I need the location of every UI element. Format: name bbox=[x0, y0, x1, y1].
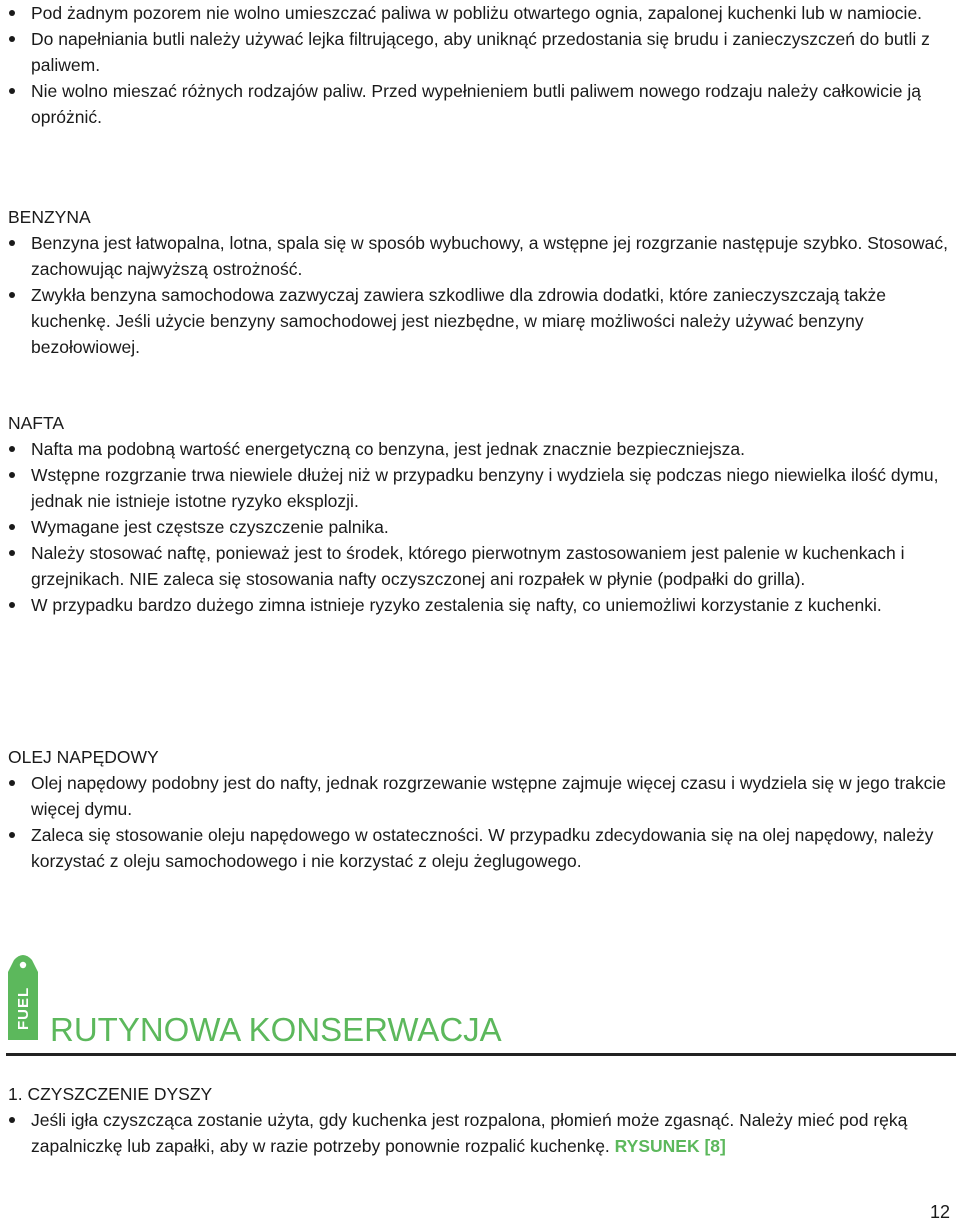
benzyna-section bbox=[0, 204, 960, 360]
olej-section bbox=[0, 744, 960, 874]
intro-section bbox=[0, 0, 960, 130]
figure-reference: RYSUNEK [8] bbox=[614, 1136, 726, 1156]
list-item: Do napełniania butli należy używać lejka filtrującego, aby uniknąć przedostania się brudu i zanieczyszczeń do butli z paliwem. bbox=[0, 26, 960, 78]
nafta-section bbox=[0, 410, 960, 618]
item-text: Jeśli igła czyszcząca zostanie użyta, gdy kuchenka jest rozpalona, płomień może zgasnąć. Należy mieć pod ręką zapalniczkę lub zapałki, aby w razie potrzeby ponownie rozpalić kuchenkę. bbox=[31, 1110, 908, 1156]
list-item: Zwykła benzyna samochodowa zazwyczaj zawiera szkodliwe dla zdrowia dodatki, które zanieczyszczają także kuchenkę. Jeśli użycie benzyny samochodowej jest niezbędne, w miarę możliwości należy używać benzyny bezołowiowej. bbox=[0, 282, 960, 360]
list-item: Wymagane jest częstsze czyszczenie palnika. bbox=[0, 514, 960, 540]
benzyna-list bbox=[0, 230, 960, 360]
list-item: Nafta ma podobną wartość energetyczną co benzyna, jest jednak znacznie bezpieczniejsza. bbox=[0, 436, 960, 462]
fuel-tag-label: FUEL bbox=[15, 986, 32, 1030]
olej-list bbox=[0, 770, 960, 874]
nafta-list bbox=[0, 436, 960, 618]
list-item: W przypadku bardzo dużego zimna istnieje ryzyko zestalenia się nafty, co uniemożliwi korzystanie z kuchenki. bbox=[0, 592, 960, 618]
list-item: Benzyna jest łatwopalna, lotna, spala się w sposób wybuchowy, a wstępne jej rozgrzanie następuje szybko. Stosować, zachowując najwyższą ostrożność. bbox=[0, 230, 960, 282]
konserwacja-section bbox=[0, 1081, 960, 1159]
section-heading: OLEJ NAPĘDOWY bbox=[8, 747, 159, 767]
list-item: Pod żadnym pozorem nie wolno umieszczać paliwa w pobliżu otwartego ognia, zapalonej kuchenki lub w namiocie. bbox=[0, 0, 960, 26]
list-item: Należy stosować naftę, ponieważ jest to środek, którego pierwotnym zastosowaniem jest palenie w kuchenkach i grzejnikach. NIE zaleca się stosowania nafty oczyszczonej ani rozpałek w płynie (podpałki do grilla). bbox=[0, 540, 960, 592]
konserwacja-list bbox=[0, 1107, 960, 1159]
page-number: 12 bbox=[929, 1202, 950, 1222]
title-divider bbox=[6, 1053, 956, 1056]
fuel-tag-icon bbox=[6, 948, 40, 1044]
subsection-heading: 1. CZYSZCZENIE DYSZY bbox=[8, 1084, 213, 1104]
list-item: Zaleca się stosowanie oleju napędowego w ostateczności. W przypadku zdecydowania się na olej napędowy, należy korzystać z oleju samochodowego i nie korzystać z oleju żeglugowego. bbox=[0, 822, 960, 874]
list-item: Wstępne rozgrzanie trwa niewiele dłużej niż w przypadku benzyny i wydziela się podczas niego niewielka ilość dymu, jednak nie istnieje istotne ryzyko eksplozji. bbox=[0, 462, 960, 514]
section-heading: BENZYNA bbox=[8, 207, 91, 227]
list-item: Nie wolno mieszać różnych rodzajów paliw. Przed wypełnieniem butli paliwem nowego rodzaju należy całkowicie ją opróżnić. bbox=[0, 78, 960, 130]
intro-list bbox=[0, 0, 960, 130]
list-item bbox=[0, 1107, 960, 1159]
page-title: RUTYNOWA KONSERWACJA bbox=[50, 1011, 502, 1048]
list-item: Olej napędowy podobny jest do nafty, jednak rozgrzewanie wstępne zajmuje więcej czasu i wydziela się w jego trakcie więcej dymu. bbox=[0, 770, 960, 822]
section-heading: NAFTA bbox=[8, 413, 65, 433]
